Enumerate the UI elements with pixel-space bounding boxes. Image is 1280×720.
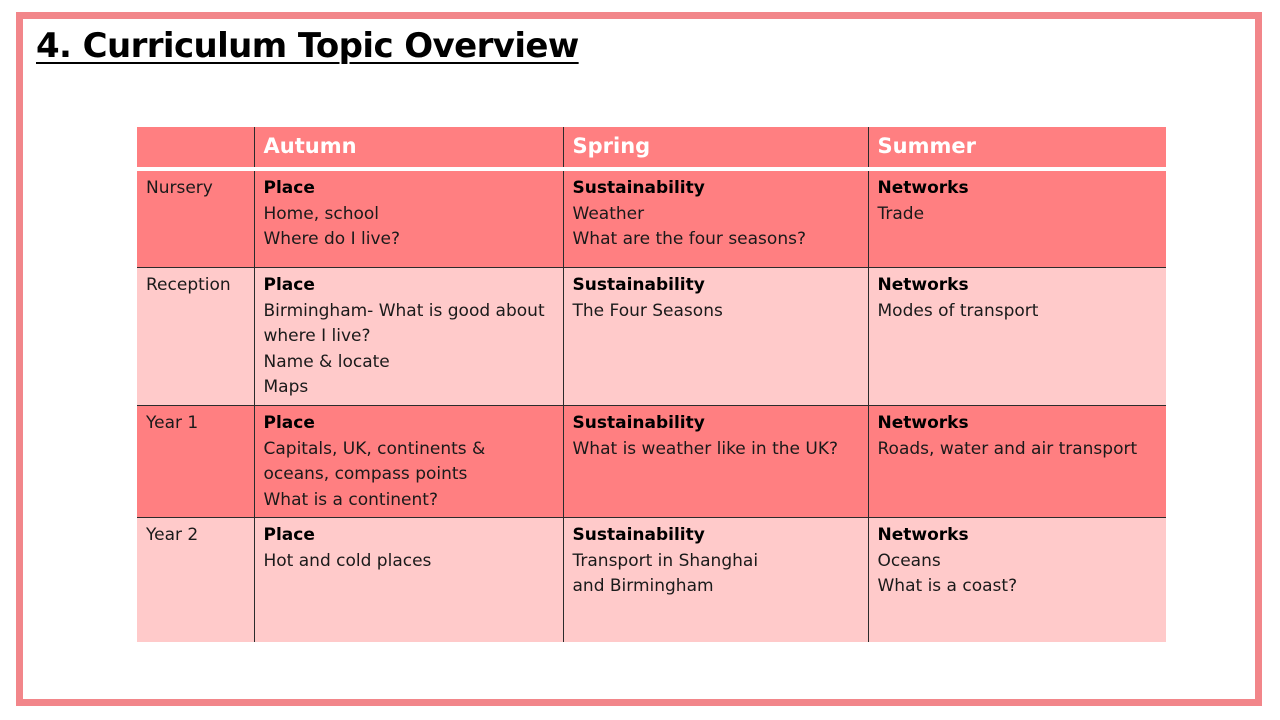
- topic-line: Oceans: [877, 550, 941, 571]
- year-label: Nursery: [137, 169, 254, 268]
- topic-line: Roads, water and air transport: [877, 438, 1138, 459]
- topic-label: Networks: [877, 178, 969, 198]
- topic-label: Networks: [877, 413, 969, 433]
- topic-line: What is weather like in the UK?: [572, 438, 838, 459]
- year-label: Year 1: [137, 406, 254, 518]
- spring-cell: [563, 169, 868, 268]
- autumn-cell: [254, 518, 563, 643]
- summer-cell: [868, 169, 1166, 268]
- table-row: [137, 169, 1166, 268]
- header-summer: Summer: [868, 127, 1166, 169]
- topic-line: What is a continent?: [263, 489, 438, 510]
- autumn-cell: [254, 406, 563, 518]
- table-row: [137, 518, 1166, 643]
- autumn-cell: [254, 268, 563, 406]
- topic-line: Trade: [877, 203, 925, 224]
- topic-line: The Four Seasons: [572, 300, 723, 321]
- topic-label: Sustainability: [572, 178, 705, 198]
- topic-line: Maps: [263, 377, 309, 397]
- topic-label: Sustainability: [572, 275, 705, 295]
- spring-cell: [563, 406, 868, 518]
- year-label: Reception: [137, 268, 254, 406]
- topic-line: What are the four seasons?: [572, 229, 806, 249]
- summer-cell: [868, 518, 1166, 643]
- topic-line: Transport in Shanghai: [572, 550, 759, 571]
- topic-line: What is a coast?: [877, 576, 1018, 596]
- table-row: [137, 406, 1166, 518]
- topic-line: Birmingham- What is good about where I live?: [263, 300, 545, 346]
- spring-cell: [563, 518, 868, 643]
- topic-label: Sustainability: [572, 525, 705, 545]
- topic-label: Place: [263, 413, 315, 433]
- table-row: [137, 268, 1166, 406]
- topic-line: Capitals, UK, continents & oceans, compass points: [263, 438, 486, 484]
- topic-line: Name & locate: [263, 351, 390, 372]
- topic-line: Where do I live?: [263, 229, 401, 249]
- curriculum-table: [137, 127, 1166, 642]
- topic-label: Networks: [877, 275, 969, 295]
- table-header-row: [137, 127, 1166, 169]
- autumn-cell: [254, 169, 563, 268]
- topic-label: Place: [263, 178, 315, 198]
- summer-cell: [868, 268, 1166, 406]
- topic-line: Weather: [572, 203, 645, 224]
- topic-line: Modes of transport: [877, 300, 1039, 321]
- topic-label: Sustainability: [572, 413, 705, 433]
- topic-line: Hot and cold places: [263, 550, 432, 571]
- topic-line: Home, school: [263, 203, 380, 224]
- spring-cell: [563, 268, 868, 406]
- year-label: Year 2: [137, 518, 254, 643]
- topic-line: and Birmingham: [572, 576, 714, 596]
- header-autumn: Autumn: [254, 127, 563, 169]
- header-year: [137, 127, 254, 169]
- topic-label: Place: [263, 525, 315, 545]
- summer-cell: [868, 406, 1166, 518]
- topic-label: Networks: [877, 525, 969, 545]
- slide-title: 4. Curriculum Topic Overview: [36, 26, 579, 66]
- topic-label: Place: [263, 275, 315, 295]
- header-spring: Spring: [563, 127, 868, 169]
